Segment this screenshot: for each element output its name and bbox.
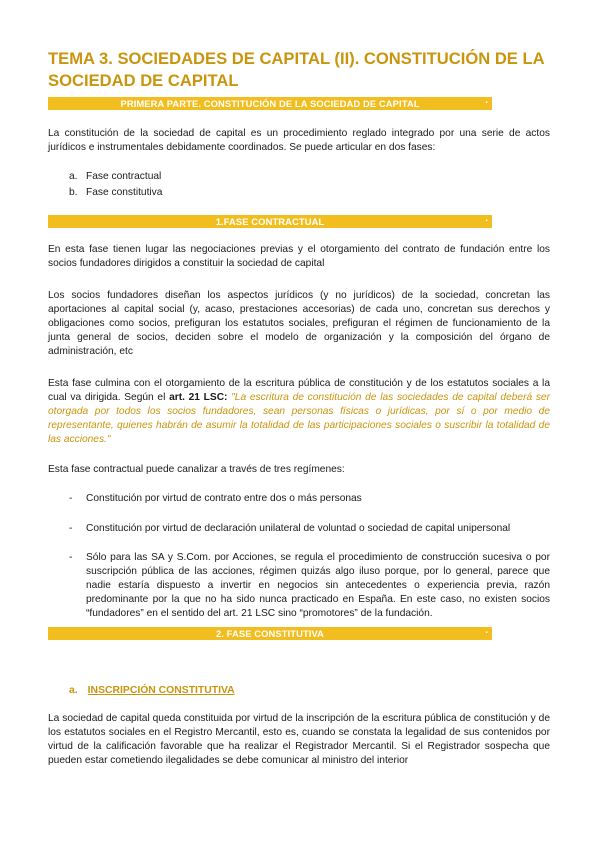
section-heading-band bbox=[48, 215, 492, 228]
paragraph: Los socios fundadores diseñan los aspectos jurídicos (y no jurídicos) de la sociedad, concretan las aportaciones al capital social (y, acaso, prestaciones accesorias) de cada uno, concretan sus derechos y obligaciones como socios, prefiguran los estatutos sociales, prefiguran el régimen de funcionamiento de la junta general de socios, deciden sobre el modelo de organización y la composición del órgano de administración, etc bbox=[48, 290, 550, 357]
list-marker: - bbox=[69, 552, 73, 563]
subsection-marker: a. bbox=[69, 685, 78, 696]
band-dot: . bbox=[485, 625, 488, 636]
document-title: TEMA 3. SOCIEDADES DE CAPITAL (II). CONSTITUCIÓN DE LA SOCIEDAD DE CAPITAL bbox=[48, 49, 544, 90]
part-heading-band bbox=[48, 97, 492, 110]
paragraph-art21 bbox=[48, 377, 550, 447]
list-marker: - bbox=[69, 523, 73, 534]
subsection-heading bbox=[69, 684, 235, 698]
phase-item: Fase constitutiva bbox=[86, 187, 163, 198]
legal-quote: "La escritura de constitución de las sociedades de capital deberá ser otorgada por todos los socios fundadores, sean personas físicas o jurídicas, por sí o por medio de representante, quienes habrán de asumir la totalidad de las participaciones sociales o suscribir la totalidad de las acciones." bbox=[48, 392, 550, 445]
list-item: Constitución por virtud de contrato entre dos o más personas bbox=[86, 493, 362, 504]
section-heading-label: 2. FASE CONSTITUTIVA bbox=[215, 628, 325, 639]
paragraph: Esta fase contractual puede canalizar a través de tres regímenes: bbox=[48, 464, 345, 475]
intro-paragraph: La constitución de la sociedad de capital es un procedimiento reglado integrado por una serie de actos jurídicos e instrumentales debidamente coordinados. Se puede articular en dos fases: bbox=[48, 128, 550, 153]
paragraph: En esta fase tienen lugar las negociaciones previas y el otorgamiento del contrato de fundación entre los socios fundadores dirigidos a constituir la sociedad de capital bbox=[48, 244, 550, 269]
paragraph-text: Esta fase culmina con el otorgamiento de la escritura pública de constitución y de los estatutos sociales a la cual va dirigida. Según el bbox=[48, 378, 550, 403]
phase-item: Fase contractual bbox=[86, 171, 162, 182]
part-heading-label: PRIMERA PARTE. CONSTITUCIÓN DE LA SOCIEDAD DE CAPITAL bbox=[120, 98, 420, 109]
list-item: Sólo para las SA y S.Com. por Acciones, se regula el procedimiento de construcción sucesiva o por suscripción pública de las acciones, régimen quizás algo iluso porque, por lo general, parece que nadie estaría dispuesto a invertir en negocios sin antecedentes o experiencia previa, razón predominante por la que no ha sido nunca practicado en España. En este caso, no existen socios “fundadores” en el sentido del art. 21 LSC sino “promotores” de la fundación. bbox=[86, 552, 550, 619]
list-item: Constitución por virtud de declaración unilateral de voluntad o sociedad de capital unipersonal bbox=[86, 523, 511, 534]
phase-marker: a. bbox=[69, 171, 78, 182]
section-heading-label: 1.FASE CONTRACTUAL bbox=[215, 216, 325, 227]
phase-marker: b. bbox=[69, 187, 78, 198]
list-marker: - bbox=[69, 493, 73, 504]
band-dot: . bbox=[485, 213, 488, 224]
section-heading-band bbox=[48, 627, 492, 640]
paragraph: La sociedad de capital queda constituida por virtud de la inscripción de la escritura pública de constitución y de los estatutos sociales en el Registro Mercantil, esto es, cuando se constata la legalidad de sus contenidos por virtud de la calificación favorable que ha realizar el Registrador Mercantil. Si el Registrador sospecha que pueden estar cometiendo ilegalidades se debe comunicar al ministro del interior bbox=[48, 713, 550, 766]
band-dot: . bbox=[485, 95, 488, 106]
subsection-title: INSCRIPCIÓN CONSTITUTIVA bbox=[87, 685, 235, 696]
law-reference: art. 21 LSC: bbox=[169, 392, 228, 403]
